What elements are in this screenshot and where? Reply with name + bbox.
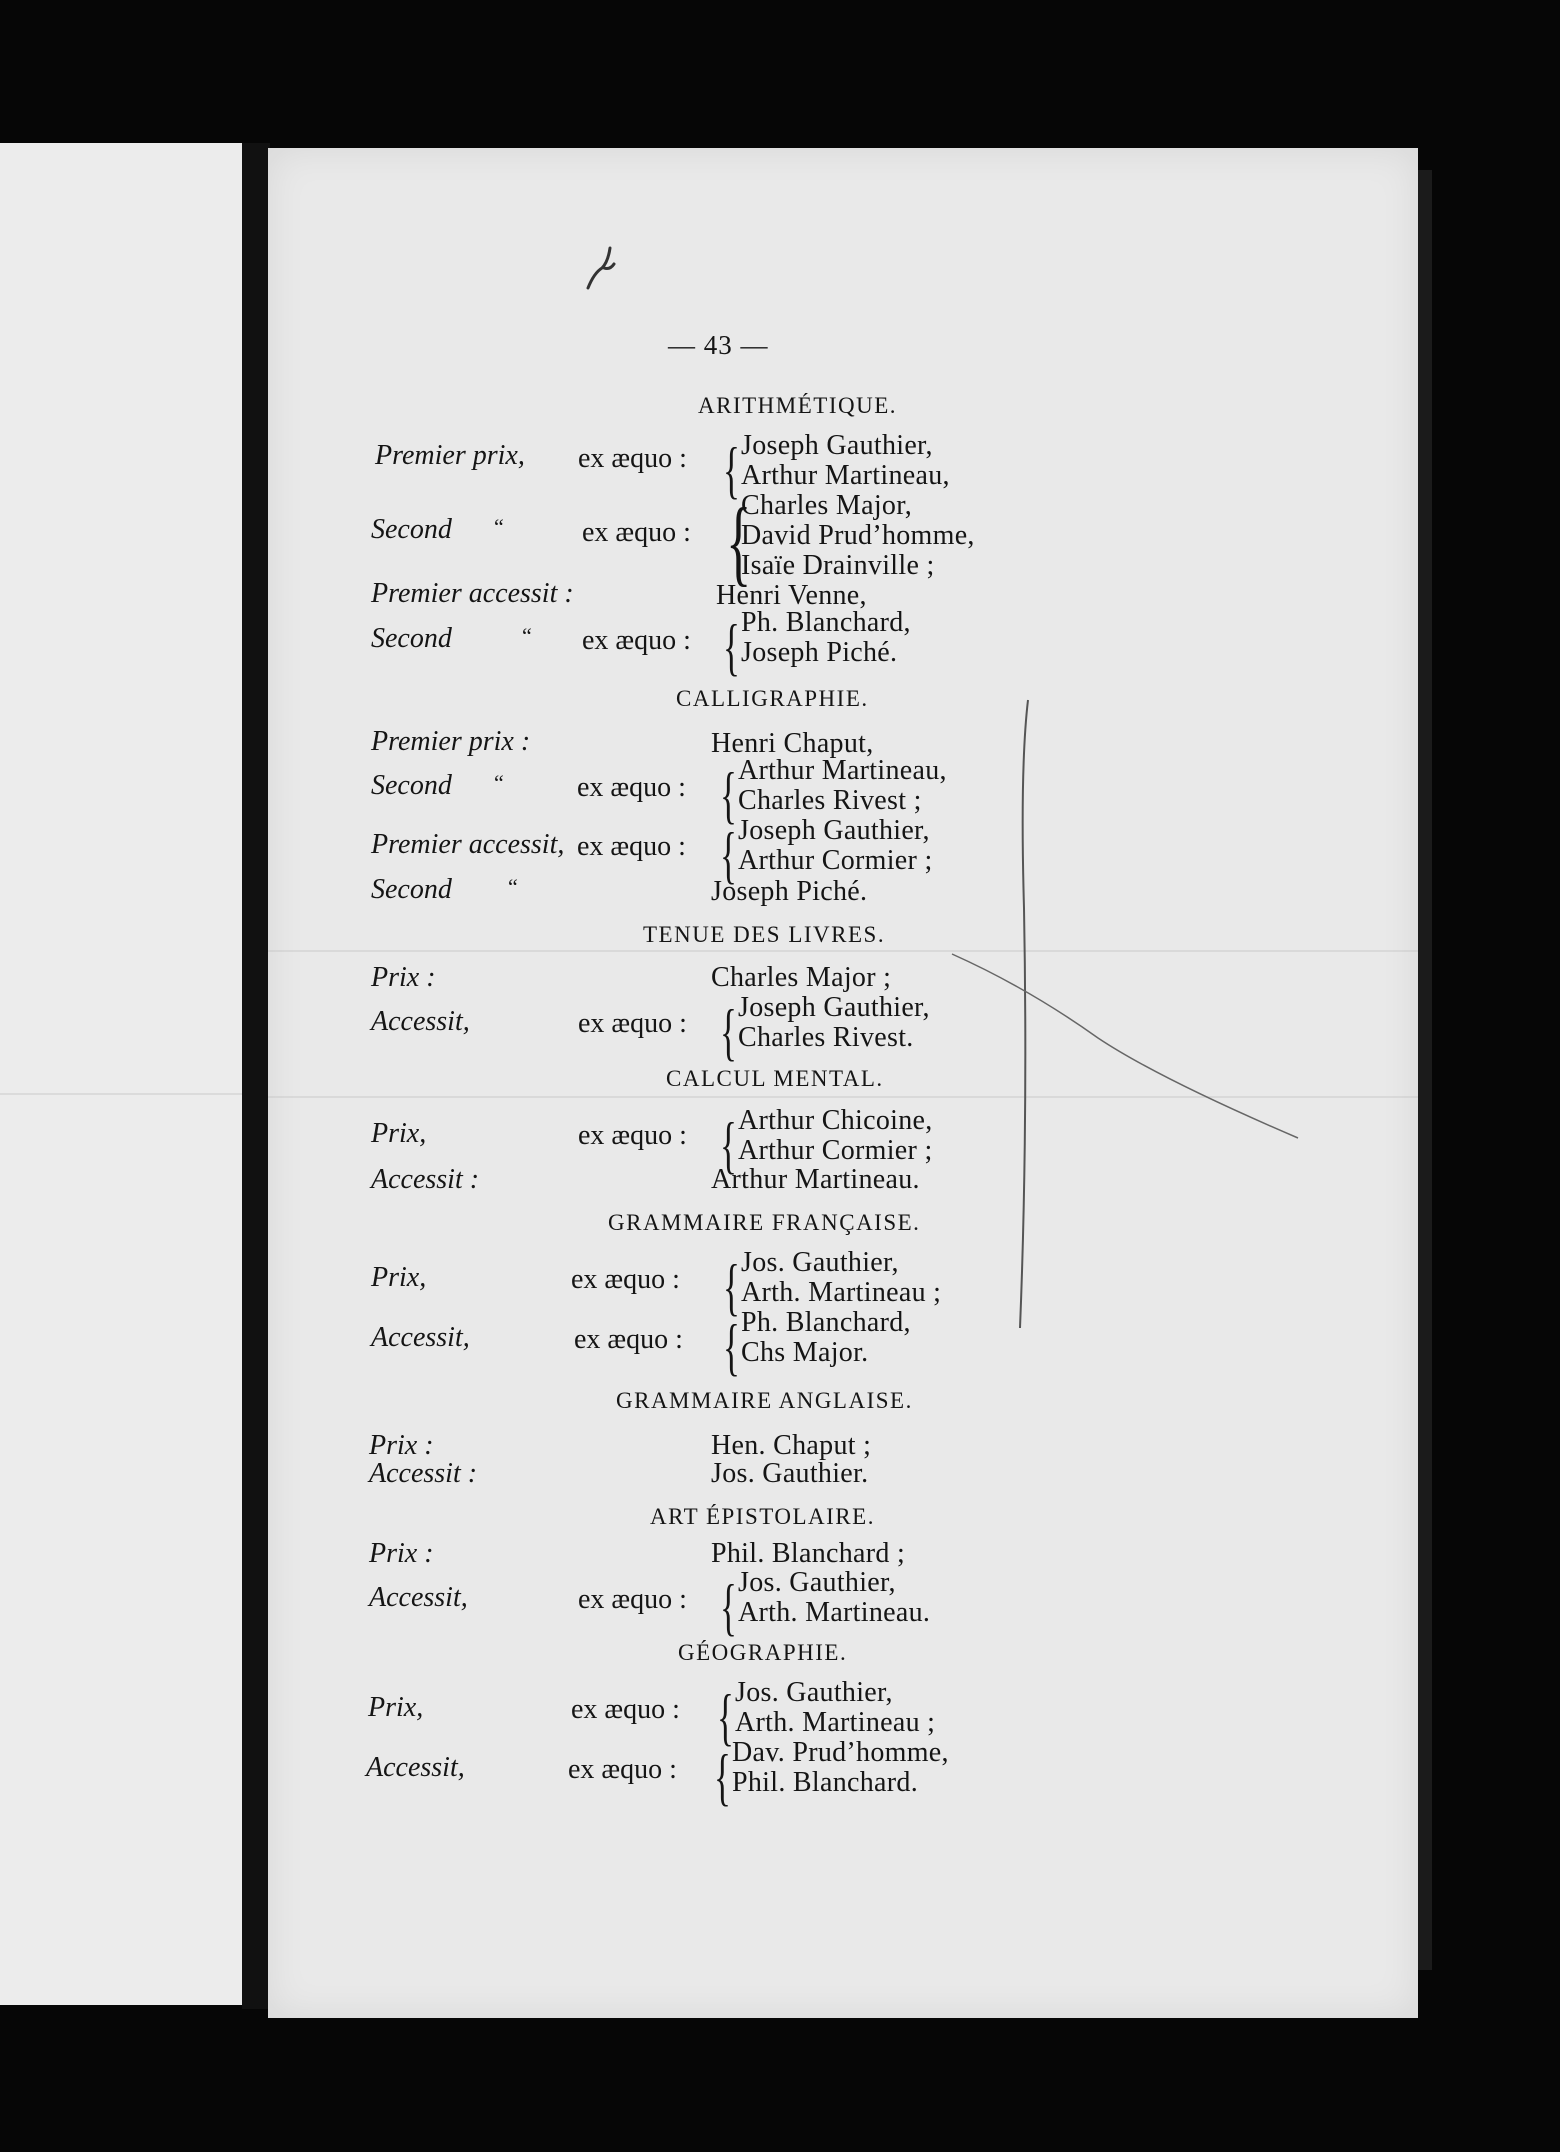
brace: { — [717, 1681, 734, 1752]
recipient-name: Arthur Cormier ; — [738, 1135, 933, 1166]
award-label: Accessit, — [369, 1582, 468, 1613]
ex-aequo-label: ex æquo : — [577, 772, 686, 803]
recipient-name: Arthur Martineau, — [738, 755, 947, 786]
recipient-name: Charles Major, — [741, 490, 913, 521]
recipient-name: Arthur Martineau. — [711, 1164, 920, 1195]
award-label: Prix : — [369, 1430, 434, 1461]
recipient-name: Ph. Blanchard, — [741, 1307, 911, 1338]
page-content — [268, 148, 1418, 2018]
award-label: Second — [371, 770, 452, 801]
brace: { — [720, 1571, 737, 1642]
ex-aequo-label: ex æquo : — [574, 1324, 683, 1355]
award-label: Premier accessit : — [371, 578, 574, 609]
book-spine — [242, 143, 270, 2009]
scan-artifact-line — [0, 1093, 258, 1095]
ex-aequo-label: ex æquo : — [582, 517, 691, 548]
recipient-name: Charles Rivest. — [738, 1022, 914, 1053]
award-label: Prix, — [368, 1692, 424, 1723]
section-heading: ART ÉPISTOLAIRE. — [650, 1504, 875, 1529]
recipient-name: Jos. Gauthier. — [711, 1458, 869, 1489]
brace: { — [720, 996, 737, 1067]
brace: { — [720, 1109, 737, 1180]
recipient-name: Dav. Prud’homme, — [732, 1737, 949, 1768]
award-label: Second — [371, 514, 452, 545]
recipient-name: Jos. Gauthier, — [735, 1677, 893, 1708]
recipient-name: Jos. Gauthier, — [738, 1567, 896, 1598]
award-label: Premier prix, — [375, 440, 525, 471]
recipient-name: Ph. Blanchard, — [741, 607, 911, 638]
pencil-mark-icon — [580, 228, 620, 298]
ex-aequo-label: ex æquo : — [578, 443, 687, 474]
brace: { — [726, 488, 752, 595]
award-label: Accessit, — [371, 1006, 470, 1037]
section-heading: CALCUL MENTAL. — [666, 1066, 884, 1091]
recipient-name: Joseph Piché. — [741, 637, 898, 668]
section-heading: TENUE DES LIVRES. — [643, 922, 886, 947]
brace: { — [723, 1311, 740, 1382]
section-heading: GRAMMAIRE FRANÇAISE. — [608, 1210, 921, 1235]
brace: { — [723, 1251, 740, 1322]
recipient-name: Arth. Martineau. — [738, 1597, 931, 1628]
award-label: Premier accessit, — [371, 829, 565, 860]
page-edge-shadow — [1418, 170, 1432, 1970]
page-number: — 43 — — [668, 330, 769, 360]
section-heading: GÉOGRAPHIE. — [678, 1640, 848, 1665]
ex-aequo-label: ex æquo : — [578, 1584, 687, 1615]
ex-aequo-label: ex æquo : — [568, 1754, 677, 1785]
recipient-name: Joseph Piché. — [711, 876, 868, 907]
recipient-name: Arthur Cormier ; — [738, 845, 933, 876]
award-label: Accessit : — [369, 1458, 478, 1489]
brace: { — [723, 611, 740, 682]
award-label: Second — [371, 874, 452, 905]
brace: { — [720, 759, 737, 830]
section-heading: GRAMMAIRE ANGLAISE. — [616, 1388, 913, 1413]
ditto-mark: “ — [522, 623, 532, 648]
recipient-name: Charles Rivest ; — [738, 785, 922, 816]
recipient-name: Phil. Blanchard. — [732, 1767, 918, 1798]
recipient-name: Arthur Martineau, — [741, 460, 950, 491]
award-label: Prix : — [371, 962, 436, 993]
recipient-name: Jos. Gauthier, — [741, 1247, 899, 1278]
award-label: Prix : — [369, 1538, 434, 1569]
brace: { — [714, 1741, 731, 1812]
recipient-name: Isaïe Drainville ; — [741, 550, 935, 581]
recipient-name: Joseph Gauthier, — [738, 992, 930, 1023]
ditto-mark: “ — [494, 770, 504, 795]
recipient-name: Joseph Gauthier, — [741, 430, 933, 461]
ex-aequo-label: ex æquo : — [578, 1120, 687, 1151]
brace: { — [720, 819, 737, 890]
section-heading: ARITHMÉTIQUE. — [698, 393, 897, 418]
brace: { — [723, 434, 740, 505]
recipient-name: Phil. Blanchard ; — [711, 1538, 906, 1569]
recipient-name: Henri Chaput, — [711, 728, 874, 759]
recipient-name: David Prud’homme, — [741, 520, 975, 551]
award-label: Premier prix : — [371, 726, 531, 757]
recipient-name: Charles Major ; — [711, 962, 892, 993]
recipient-name: Chs Major. — [741, 1337, 869, 1368]
award-label: Second — [371, 623, 452, 654]
ex-aequo-label: ex æquo : — [582, 625, 691, 656]
ditto-mark: “ — [508, 874, 518, 899]
recipient-name: Arth. Martineau ; — [741, 1277, 942, 1308]
recipient-name: Arthur Chicoine, — [738, 1105, 933, 1136]
award-label: Accessit, — [366, 1752, 465, 1783]
award-label: Accessit, — [371, 1322, 470, 1353]
ex-aequo-label: ex æquo : — [578, 1008, 687, 1039]
recipient-name: Joseph Gauthier, — [738, 815, 930, 846]
recipient-name: Hen. Chaput ; — [711, 1430, 872, 1461]
award-label: Prix, — [371, 1118, 427, 1149]
section-heading: CALLIGRAPHIE. — [676, 686, 869, 711]
ex-aequo-label: ex æquo : — [571, 1264, 680, 1295]
left-page — [0, 143, 264, 2005]
recipient-name: Arth. Martineau ; — [735, 1707, 936, 1738]
award-label: Accessit : — [371, 1164, 480, 1195]
award-label: Prix, — [371, 1262, 427, 1293]
ditto-mark: “ — [494, 514, 504, 539]
recipient-name: Henri Venne, — [716, 580, 867, 611]
ex-aequo-label: ex æquo : — [571, 1694, 680, 1725]
ex-aequo-label: ex æquo : — [577, 831, 686, 862]
